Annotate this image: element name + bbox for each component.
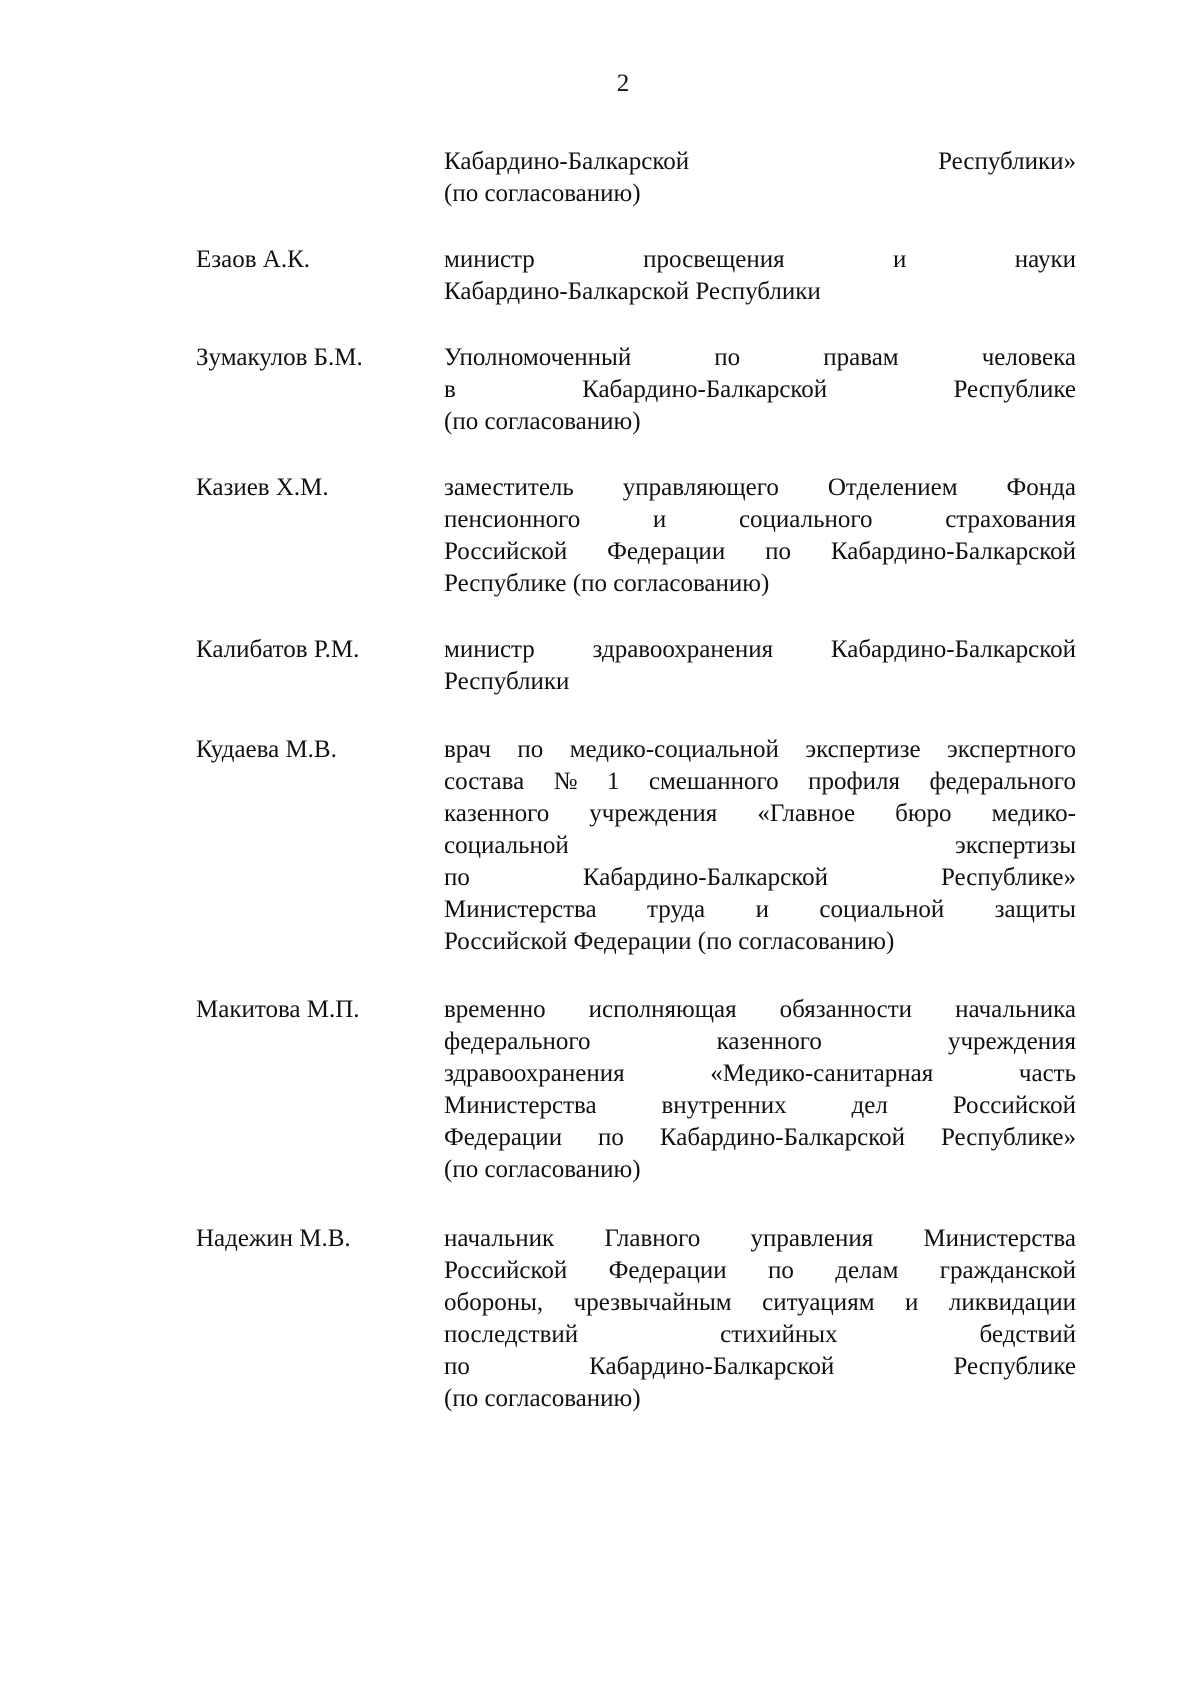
position-word: по — [598, 1124, 624, 1151]
position-word: защиты — [994, 896, 1076, 923]
position-word: по — [767, 1257, 794, 1284]
position-word: науки — [1014, 246, 1076, 273]
position-word: Республике» — [940, 864, 1076, 891]
position-word: последствий — [444, 1321, 579, 1348]
member-name: Зумакулов Б.М. — [196, 344, 363, 371]
member-name: Езаов А.К. — [196, 246, 311, 273]
member-position — [444, 634, 1076, 698]
position-word: по — [517, 736, 544, 763]
position-word: социальной — [444, 832, 569, 859]
position-line — [444, 634, 1076, 666]
position-word: федерального — [929, 768, 1076, 795]
position-word: ликвидации — [948, 1289, 1076, 1316]
position-line — [444, 830, 1076, 862]
position-word: Кабардино-Балкарской — [830, 538, 1076, 565]
position-word: экспертизе — [805, 736, 921, 763]
position-word: Кабардино-Балкарской — [659, 1124, 905, 1151]
position-line — [444, 342, 1076, 374]
position-line — [444, 504, 1076, 536]
position-line — [444, 1026, 1076, 1058]
position-word: социального — [738, 506, 873, 533]
position-word: 1 — [606, 768, 620, 795]
position-line — [444, 244, 1076, 276]
position-word: временно — [444, 996, 546, 1023]
position-line: Республике (по согласованию) — [444, 570, 770, 597]
position-line — [444, 1255, 1076, 1287]
position-word: Российской — [952, 1092, 1076, 1119]
position-word: часть — [1018, 1060, 1076, 1087]
position-word: обязанности — [779, 996, 913, 1023]
position-line: (по согласованию) — [444, 1385, 641, 1412]
position-word: Республики» — [938, 148, 1076, 175]
position-word: исполняющая — [588, 996, 737, 1023]
position-word: экспертизы — [955, 832, 1076, 859]
position-word: бедствий — [979, 1321, 1076, 1348]
position-word: учреждения — [589, 800, 718, 827]
member-position — [444, 1223, 1076, 1415]
position-word: обороны, — [444, 1289, 544, 1316]
position-word: Кабардино-Балкарской — [582, 376, 828, 403]
position-word: Республике» — [940, 1124, 1076, 1151]
position-line — [444, 472, 1076, 504]
page-number: 2 — [616, 70, 630, 97]
position-word: Республике — [953, 1353, 1076, 1380]
position-word: делам — [835, 1257, 899, 1284]
position-word: медико-социальной — [569, 736, 779, 763]
member-position — [444, 146, 1076, 210]
position-word: Федерации — [608, 1257, 727, 1284]
position-line: Республики — [444, 668, 570, 695]
position-line: (по согласованию) — [444, 1156, 641, 1183]
position-word: министр — [444, 246, 535, 273]
position-word: состава — [444, 768, 525, 795]
position-line — [444, 536, 1076, 568]
position-line — [444, 766, 1076, 798]
position-word: Министерства — [444, 1092, 597, 1119]
position-word: № — [553, 768, 578, 795]
member-position — [444, 994, 1076, 1186]
position-word: человека — [981, 344, 1076, 371]
position-word: учреждения — [947, 1028, 1076, 1055]
position-word: труда — [647, 896, 706, 923]
position-word: Кабардино-Балкарской — [830, 636, 1076, 663]
position-word: Кабардино-Балкарской — [589, 1353, 835, 1380]
position-word: по — [714, 344, 741, 371]
position-line — [444, 734, 1076, 766]
position-line — [444, 1351, 1076, 1383]
position-word: «Медико-санитарная — [710, 1060, 934, 1087]
member-name: Казиев Х.М. — [196, 474, 329, 501]
position-word: Федерации — [444, 1124, 563, 1151]
position-word: федерального — [444, 1028, 591, 1055]
position-word: ситуациям — [762, 1289, 875, 1316]
position-line: (по согласованию) — [444, 408, 641, 435]
member-name: Кудаева М.В. — [196, 736, 337, 763]
position-word: по — [765, 538, 791, 565]
position-line — [444, 862, 1076, 894]
position-word: Министерства — [923, 1225, 1076, 1252]
position-word: профиля — [808, 768, 901, 795]
position-line — [444, 798, 1076, 830]
member-name: Калибатов Р.М. — [196, 636, 360, 663]
position-word: в — [444, 376, 456, 403]
position-word: врач — [444, 736, 491, 763]
position-word: стихийных — [720, 1321, 838, 1348]
position-word: «Главное — [757, 800, 856, 827]
position-word: казенного — [444, 800, 550, 827]
position-line — [444, 1122, 1076, 1154]
position-word: начальник — [444, 1225, 555, 1252]
position-word: заместитель — [444, 474, 574, 501]
position-line: Российской Федерации (по согласованию) — [444, 928, 895, 955]
position-word: и — [755, 896, 769, 923]
position-word: внутренних — [661, 1092, 787, 1119]
position-word: Уполномоченный — [444, 344, 632, 371]
position-word: правам — [823, 344, 899, 371]
position-word: Республике — [953, 376, 1076, 403]
position-line — [444, 1058, 1076, 1090]
position-word: бюро — [895, 800, 952, 827]
position-word: управляющего — [622, 474, 779, 501]
position-line — [444, 146, 1076, 178]
position-word: по — [444, 864, 470, 891]
position-word: Главного — [604, 1225, 701, 1252]
position-word: и — [652, 506, 667, 533]
member-position — [444, 472, 1076, 600]
position-line — [444, 1223, 1076, 1255]
position-word: здравоохранения — [444, 1060, 625, 1087]
position-line — [444, 1287, 1076, 1319]
position-word: Фонда — [1006, 474, 1076, 501]
position-word: социальной — [819, 896, 945, 923]
position-line — [444, 1090, 1076, 1122]
position-line: Кабардино-Балкарской Республики — [444, 278, 821, 305]
position-line — [444, 1319, 1076, 1351]
position-word: экспертного — [947, 736, 1076, 763]
member-position — [444, 342, 1076, 438]
position-word: пенсионного — [444, 506, 581, 533]
position-word: и — [904, 1289, 919, 1316]
position-word: казенного — [716, 1028, 822, 1055]
member-position — [444, 244, 1076, 308]
member-name: Надежин М.В. — [196, 1225, 351, 1252]
position-word: страхования — [945, 506, 1076, 533]
member-name: Макитова М.П. — [196, 996, 360, 1023]
member-position — [444, 734, 1076, 958]
position-line — [444, 374, 1076, 406]
position-word: начальника — [955, 996, 1076, 1023]
position-line — [444, 894, 1076, 926]
position-word: Отделением — [827, 474, 958, 501]
position-word: Кабардино-Балкарской — [582, 864, 828, 891]
position-word: Федерации — [607, 538, 726, 565]
position-word: просвещения — [643, 246, 785, 273]
position-word: Российской — [444, 538, 568, 565]
position-word: смешанного — [648, 768, 779, 795]
position-word: по — [444, 1353, 470, 1380]
position-word: медико- — [991, 800, 1076, 827]
position-word: управления — [750, 1225, 874, 1252]
position-word: дел — [851, 1092, 888, 1119]
position-word: здравоохранения — [592, 636, 774, 663]
position-word: и — [892, 246, 907, 273]
position-word: Министерства — [444, 896, 597, 923]
position-word: Кабардино-Балкарской — [444, 148, 690, 175]
position-word: гражданской — [939, 1257, 1076, 1284]
position-word: Российской — [444, 1257, 568, 1284]
position-word: чрезвычайным — [573, 1289, 732, 1316]
position-word: министр — [444, 636, 535, 663]
position-line: (по согласованию) — [444, 180, 641, 207]
position-line — [444, 994, 1076, 1026]
